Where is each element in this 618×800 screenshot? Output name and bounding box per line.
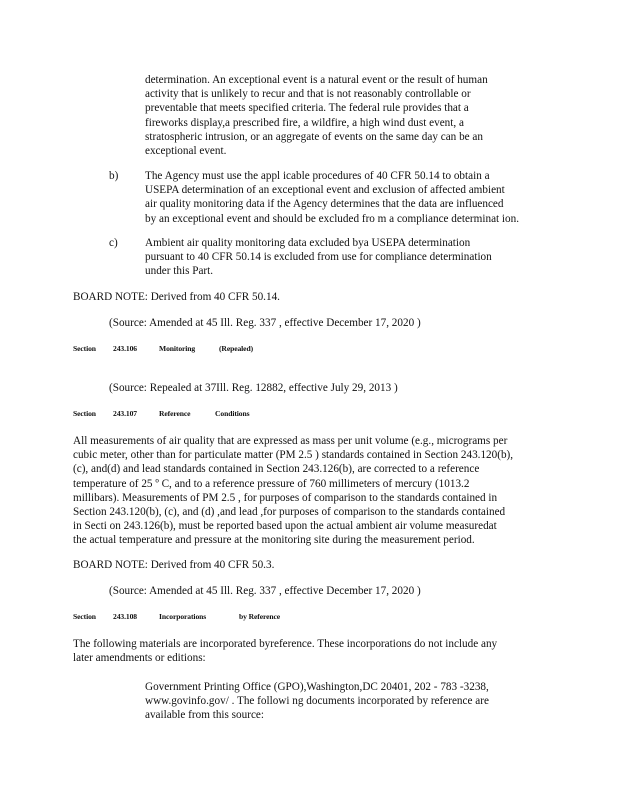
text-line: USEPA determination of an exceptional event and exclusion of affected ambient [145, 184, 505, 197]
text-line: under this Part. [145, 265, 214, 278]
section-number: 243.106 [113, 344, 137, 353]
text-line: available from this source: [145, 709, 264, 722]
gpo-source-block [145, 680, 489, 723]
section-number: 243.107 [113, 409, 137, 418]
section-108-paragraph [73, 637, 497, 665]
text-line: fireworks display,a prescribed fire, a wildfire, a high wind dust event, a [145, 116, 464, 129]
text-line: later amendments or editions: [73, 652, 206, 665]
text-line: Section 243.120(b), (c), and (d) ,and lead ,for purposes of comparison to the standards contained [73, 506, 506, 519]
text-line: (c), and(d) and lead standards contained in Section 243.126(b), are corrected to a reference [73, 463, 480, 476]
item-b-text [145, 169, 519, 226]
section-title: Monitoring [159, 344, 196, 353]
source-note: (Source: Amended at 45 Ill. Reg. 337 , effective December 17, 2020 ) [109, 585, 421, 597]
source-note: (Source: Repealed at 37Ill. Reg. 12882, effective July 29, 2013 ) [109, 382, 398, 394]
section-heading-106 [73, 344, 253, 354]
item-b-label: b) [109, 170, 119, 182]
text-line: All measurements of air quality that are expressed as mass per unit volume (e.g., micrograms per [73, 435, 508, 447]
section-word: Section [73, 344, 96, 353]
text-line: temperature of 25 º C, and to a reference pressure of 760 millimeters of mercury (1013.2 [73, 477, 470, 490]
section-107-paragraph [73, 434, 513, 548]
section-number: 243.108 [113, 612, 137, 621]
text-line: stratospheric intrusion, or an aggregate of events on the same day can be an [145, 130, 483, 143]
text-line: determination. An exceptional event is a natural event or the result of human [145, 74, 488, 86]
text-line: cubic meter, other than for particulate matter (PM 2.5 ) standards contained in Section 243.120(b), [73, 449, 514, 462]
text-line: Ambient air quality monitoring data excluded bya USEPA determination [145, 237, 471, 249]
section-word: Section [73, 409, 96, 418]
source-note: (Source: Amended at 45 Ill. Reg. 337 , effective December 17, 2020 ) [109, 317, 421, 329]
text-line: www.govinfo.gov/ . The followi ng documents incorporated by reference are [145, 695, 489, 708]
item-c-text [145, 236, 492, 279]
section-title: Conditions [215, 409, 250, 418]
text-line: by an exceptional event and should be excluded fro m a compliance determinat ion. [145, 212, 520, 225]
item-a-continuation [145, 73, 488, 158]
text-line: preventable that meets specified criteria. The federal rule provides that a [145, 102, 469, 115]
board-note: BOARD NOTE: Derived from 40 CFR 50.14. [73, 291, 280, 303]
text-line: in Secti on 243.126(b), must be reported based upon the actual ambient air volume measuredat [73, 520, 497, 533]
section-word: Section [73, 612, 96, 621]
section-heading-107 [73, 409, 249, 419]
section-title: Incorporations [159, 612, 207, 621]
section-status: (Repealed) [219, 344, 254, 353]
section-title: Reference [159, 409, 191, 418]
text-line: the actual temperature and pressure at the monitoring site during the measurement period. [73, 534, 475, 547]
text-line: The Agency must use the appl icable procedures of 40 CFR 50.14 to obtain a [145, 170, 490, 182]
section-heading-108 [73, 612, 280, 622]
text-line: activity that is unlikely to recur and that is not reasonably controllable or [145, 88, 471, 101]
text-line: Government Printing Office (GPO),Washington,DC 20401, 202 - 783 -3238, [145, 681, 489, 693]
section-title: by Reference [239, 612, 281, 621]
text-line: air quality monitoring data if the Agency determines that the data are influenced [145, 198, 504, 211]
text-line: millibars). Measurements of PM 2.5 , for purposes of comparison to the standards contained in [73, 491, 498, 504]
board-note: BOARD NOTE: Derived from 40 CFR 50.3. [73, 559, 275, 571]
text-line: The following materials are incorporated byreference. These incorporations do not include any [73, 638, 498, 650]
text-line: pursuant to 40 CFR 50.14 is excluded from use for compliance determination [145, 251, 492, 264]
item-c-label: c) [109, 237, 118, 249]
text-line: exceptional event. [145, 145, 227, 158]
